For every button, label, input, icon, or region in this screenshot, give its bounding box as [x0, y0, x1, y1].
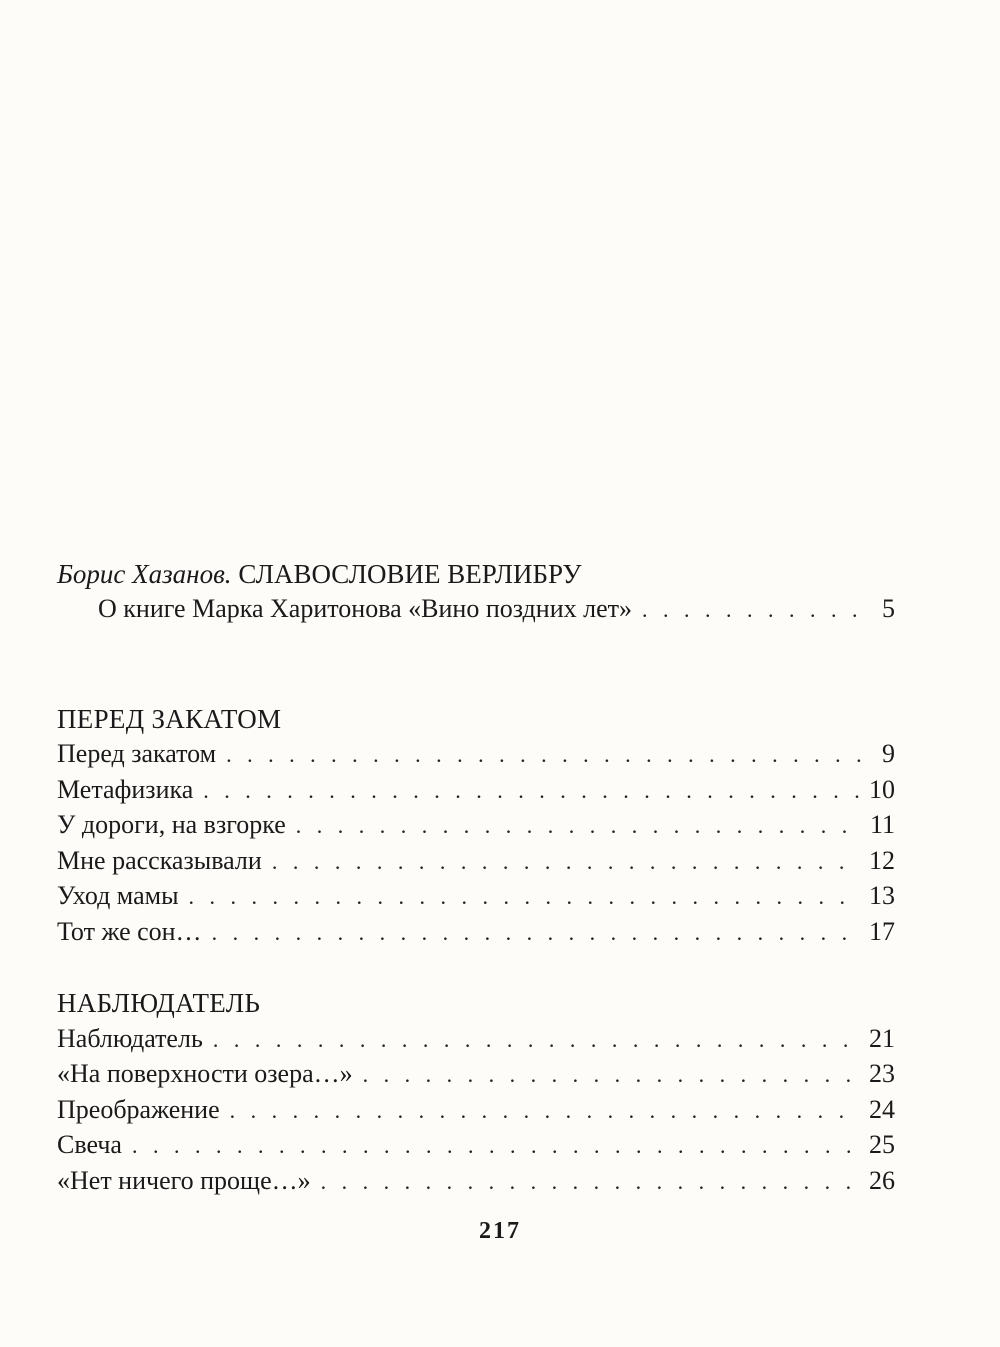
leader-dots	[132, 1129, 861, 1163]
toc-entry-title: Свеча	[57, 1130, 122, 1159]
page-number: 217	[479, 1218, 521, 1244]
toc-entry-title: Мне рассказывали	[57, 846, 262, 875]
toc-entry[interactable]	[57, 915, 895, 949]
toc-entry-title: «Нет ничего проще…»	[57, 1166, 311, 1195]
toc-entry-title: Перед закатом	[57, 739, 217, 768]
toc-entry-page: 26	[869, 1166, 895, 1195]
leader-dots	[296, 809, 861, 843]
toc-entry[interactable]	[57, 879, 895, 913]
toc-entry[interactable]	[57, 1164, 895, 1198]
section-heading: НАБЛЮДАТЕЛЬ	[57, 988, 261, 1018]
toc-entry-page: 12	[869, 846, 895, 875]
toc-entry-page: 11	[869, 810, 895, 839]
leader-dots	[203, 774, 861, 808]
preface-title: СЛАВОСЛОВИЕ ВЕРЛИБРУ	[238, 559, 582, 589]
leader-dots	[226, 738, 861, 772]
toc-entry-page: 13	[869, 881, 895, 910]
toc-entry-page: 24	[869, 1095, 895, 1124]
leader-dots	[363, 1058, 861, 1092]
toc-entry[interactable]	[57, 1093, 895, 1127]
leader-dots	[212, 916, 861, 950]
toc-entry[interactable]	[57, 773, 895, 807]
toc-entry[interactable]	[57, 844, 895, 878]
toc-entry-page: 5	[882, 594, 895, 623]
leader-dots	[321, 1165, 861, 1199]
toc-entry[interactable]	[57, 1128, 895, 1162]
toc-entry-page: 10	[869, 775, 895, 804]
toc-entry-title: Преображение	[57, 1095, 220, 1124]
toc-entry-preface[interactable]	[57, 592, 895, 626]
toc-entry-title: У дороги, на взгорке	[57, 810, 286, 839]
toc-entry-title: Тот же сон…	[57, 917, 202, 946]
toc-entry[interactable]	[57, 1057, 895, 1091]
leader-dots	[213, 1023, 861, 1057]
section-heading: ПЕРЕД ЗАКАТОМ	[57, 704, 282, 734]
toc-entry[interactable]	[57, 1022, 895, 1056]
toc-entry-page: 21	[869, 1024, 895, 1053]
toc-entry-page: 23	[869, 1059, 895, 1088]
toc-entry-page: 17	[869, 917, 895, 946]
leader-dots	[230, 1094, 861, 1128]
toc-entry-page: 9	[882, 739, 895, 768]
toc-entry[interactable]	[57, 737, 895, 771]
toc-entry-title: «На поверхности озера…»	[57, 1059, 353, 1088]
preface-author: Борис Хазанов.	[57, 559, 232, 589]
leader-dots	[272, 845, 861, 879]
toc-entry[interactable]	[57, 808, 895, 842]
toc-entry-title: Метафизика	[57, 775, 194, 804]
toc-entry-page: 25	[869, 1130, 895, 1159]
preface-heading	[57, 557, 581, 591]
toc-entry-title: О книге Марка Харитонова «Вино поздних лет»	[98, 594, 632, 623]
toc-entry-title: Уход мамы	[57, 881, 179, 910]
leader-dots	[642, 593, 861, 627]
leader-dots	[189, 880, 861, 914]
toc-entry-title: Наблюдатель	[57, 1024, 203, 1053]
